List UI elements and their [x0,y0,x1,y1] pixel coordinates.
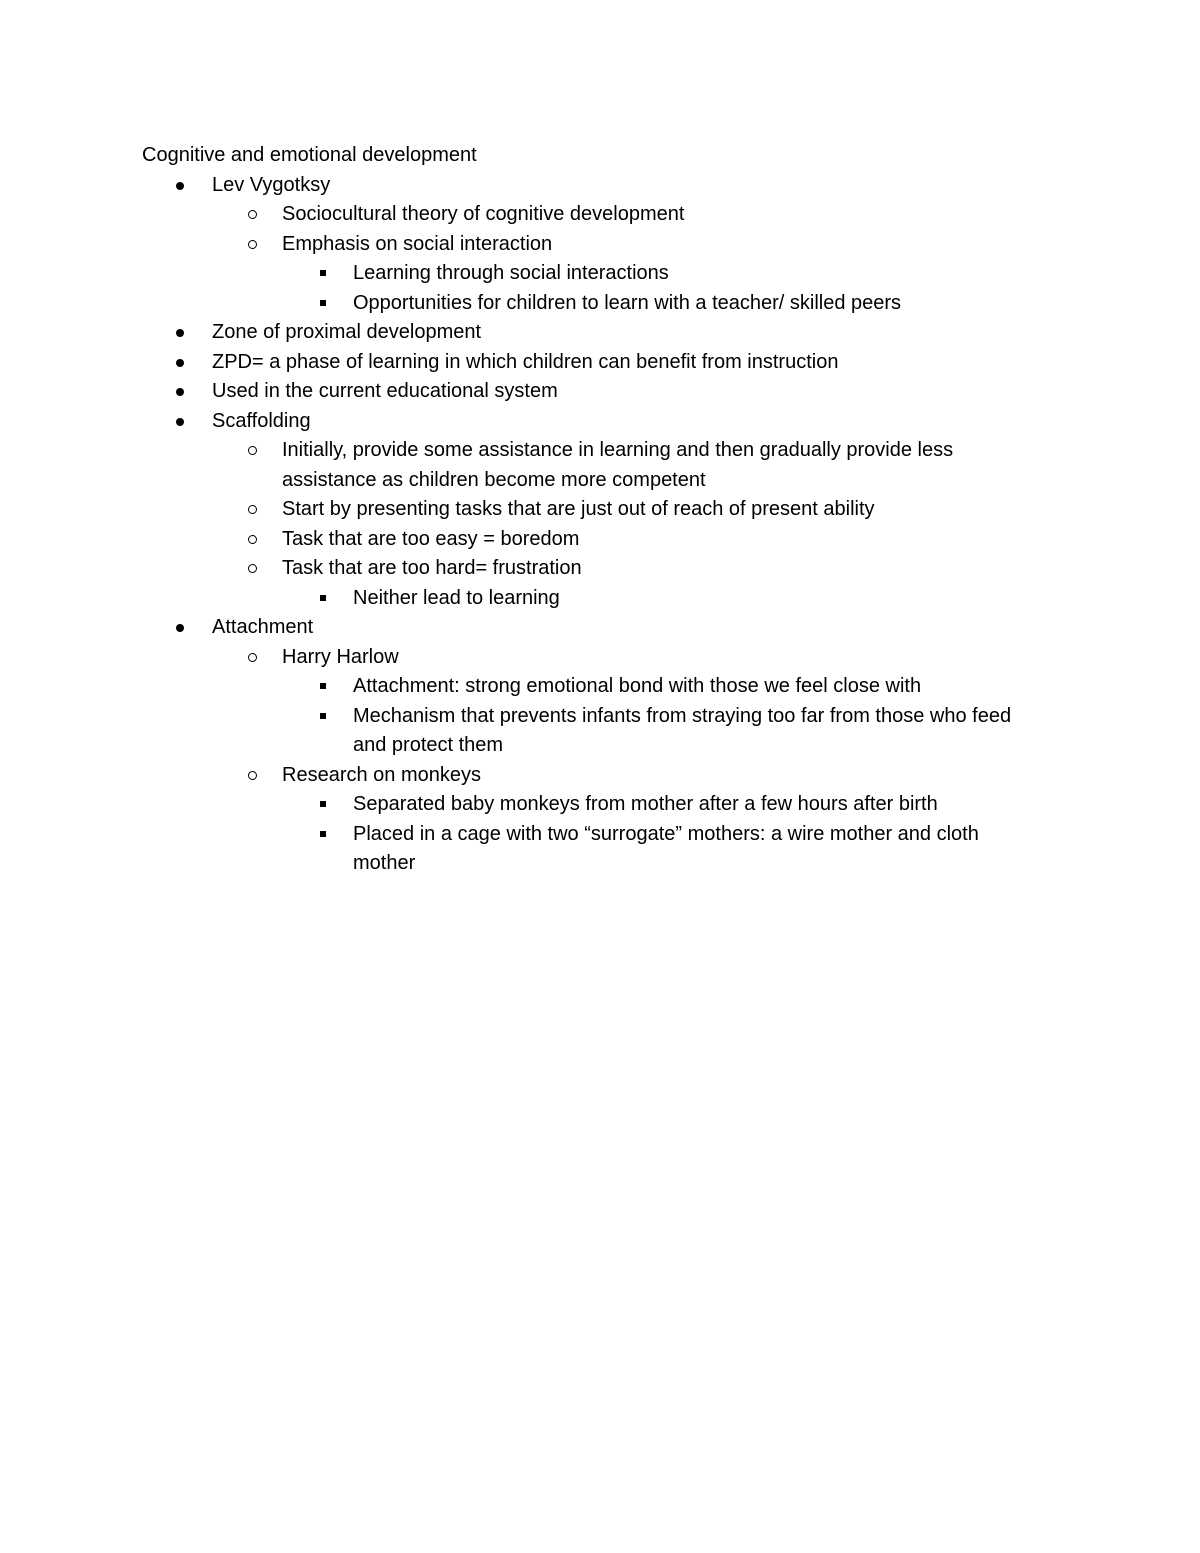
circle-bullet-icon [248,564,257,573]
list-item-level-1 [142,613,1072,643]
circle-bullet-icon [248,210,257,219]
list-item-text: Neither lead to learning [353,586,560,609]
disc-bullet-icon [176,329,184,337]
list-item-text: Task that are too hard= frustration [282,557,582,579]
square-bullet-icon [320,300,326,306]
list-item-text: Opportunities for children to learn with a teacher/ skilled peers [353,291,902,314]
list-item-level-1 [142,171,1072,201]
list-item-level-1 [142,377,1072,407]
circle-bullet-icon [248,505,257,514]
list-item-text: Lev Vygotksy [212,173,331,196]
circle-bullet-icon [248,240,257,249]
square-bullet-icon [320,713,326,719]
list-item-level-2 [142,554,1072,584]
list-item-level-2 [142,643,1072,673]
document-body [142,141,1072,879]
sub-list-level-2 [142,436,1072,613]
circle-bullet-icon [248,535,257,544]
list-item-text: Attachment [212,616,314,638]
disc-bullet-icon [176,182,184,190]
disc-bullet-icon [176,418,184,426]
list-item-level-3 [142,702,1072,761]
list-item-text: Initially, provide some assistance in learning and then gradually provide less assistance as children become more competent [282,439,954,491]
list-item-level-3 [142,259,1072,289]
list-item-level-3 [142,820,1072,879]
document-title: Cognitive and emotional development [142,144,477,166]
list-item-level-3 [142,790,1072,820]
sub-list-level-3 [142,584,1072,614]
list-item-text: Sociocultural theory of cognitive development [282,203,685,225]
list-item-text: Research on monkeys [282,763,481,786]
sub-list-level-2 [142,200,1072,318]
list-item-level-2 [142,230,1072,260]
list-item-text: Emphasis on social interaction [282,232,553,255]
list-item-text: Learning through social interactions [353,262,669,284]
list-item-text: Zone of proximal development [212,321,482,343]
circle-bullet-icon [248,653,257,662]
square-bullet-icon [320,831,326,837]
list-item-level-2 [142,761,1072,791]
list-item-level-3 [142,584,1072,614]
list-item-level-2 [142,495,1072,525]
circle-bullet-icon [248,771,257,780]
list-item-text: Task that are too easy = boredom [282,527,580,550]
list-item-text: Attachment: strong emotional bond with those we feel close with [353,675,922,697]
list-item-level-3 [142,289,1072,319]
list-item-text: Mechanism that prevents infants from straying too far from those who feed and protect them [353,704,1012,756]
list-item-level-1 [142,407,1072,437]
list-item-text: Placed in a cage with two “surrogate” mothers: a wire mother and cloth mother [353,822,979,874]
sub-list-level-3 [142,790,1072,879]
list-item-text: ZPD= a phase of learning in which children can benefit from instruction [212,350,839,373]
square-bullet-icon [320,801,326,807]
sub-list-level-3 [142,259,1072,318]
circle-bullet-icon [248,446,257,455]
square-bullet-icon [320,683,326,689]
disc-bullet-icon [176,388,184,396]
list-item-text: Start by presenting tasks that are just out of reach of present ability [282,498,875,520]
list-item-text: Scaffolding [212,409,311,432]
list-item-level-1 [142,318,1072,348]
list-item-text: Separated baby monkeys from mother after a few hours after birth [353,793,938,815]
list-item-level-2 [142,525,1072,555]
disc-bullet-icon [176,624,184,632]
list-item-level-2 [142,436,1072,495]
disc-bullet-icon [176,359,184,367]
list-item-level-1 [142,348,1072,378]
square-bullet-icon [320,595,326,601]
list-item-text: Used in the current educational system [212,380,558,402]
sub-list-level-3 [142,672,1072,761]
list-item-text: Harry Harlow [282,645,399,668]
square-bullet-icon [320,270,326,276]
list-item-level-2 [142,200,1072,230]
list-item-level-3 [142,672,1072,702]
sub-list-level-2 [142,643,1072,879]
outline-list [142,171,1072,879]
